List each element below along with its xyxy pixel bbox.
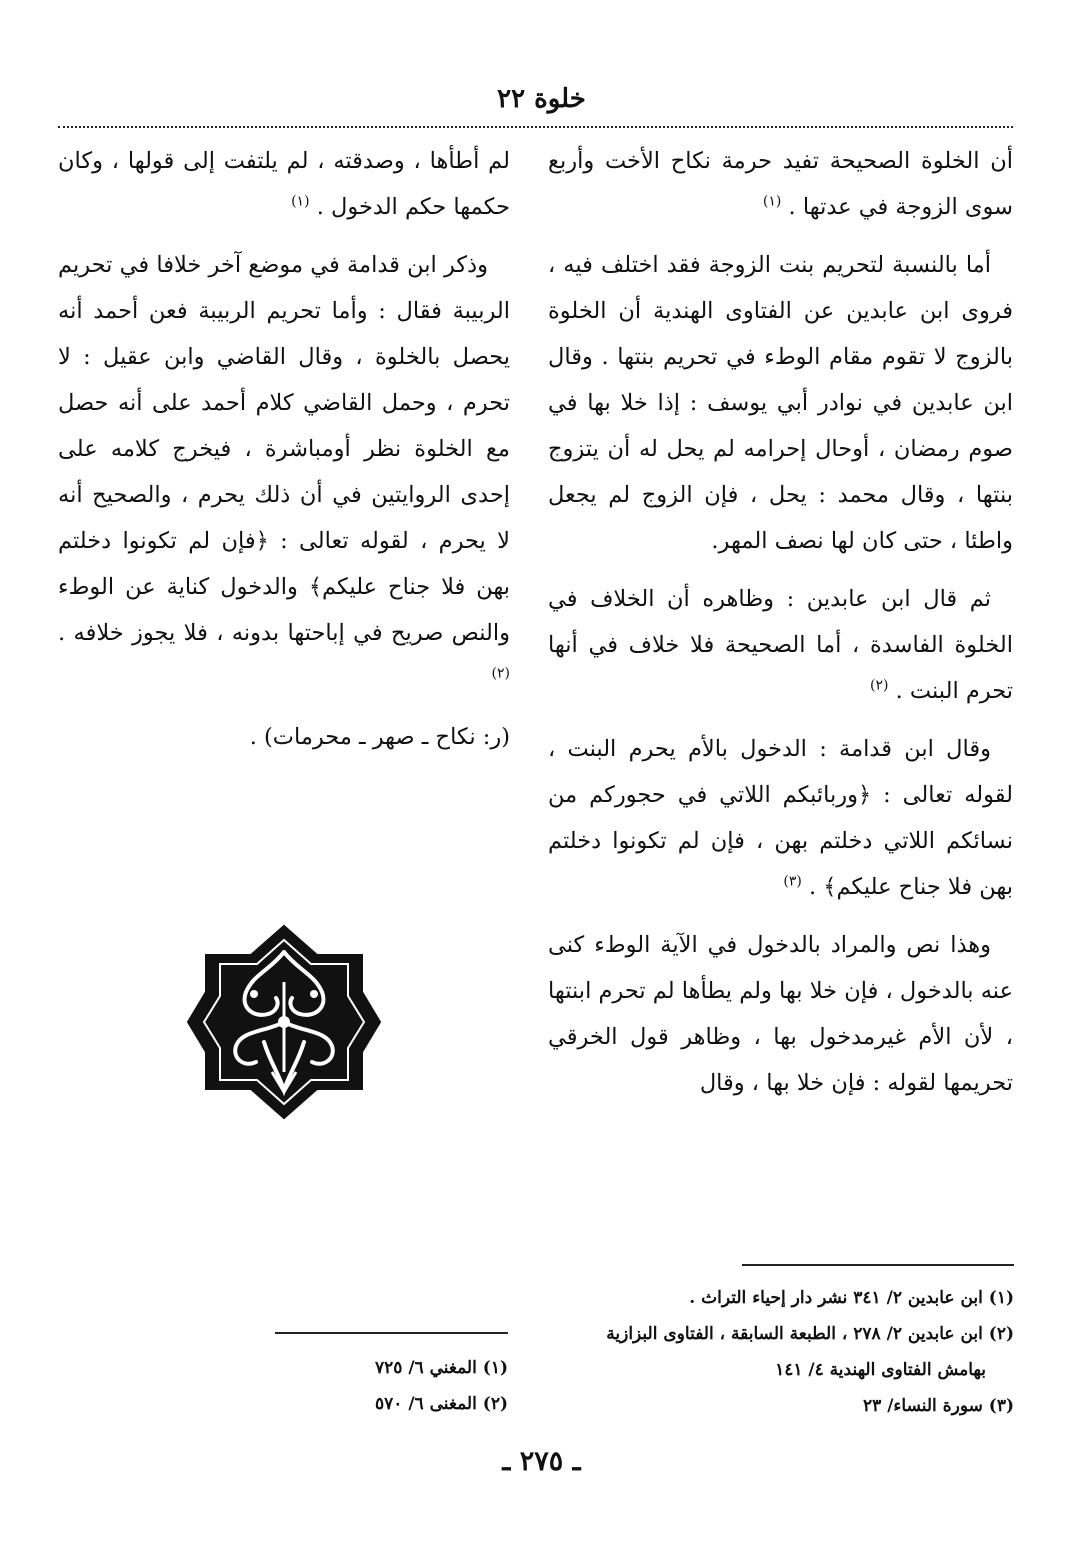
paragraph-text: أما بالنسبة لتحريم بنت الزوجة فقد اختلف فيه ، فروى ابن عابدين عن الفتاوى الهندية أن الخلوة بالزوج لا تقوم مقام الوطء في تحريم بنتها . وقال ابن عابدين في نوادر أبي يوسف : إذا خلا بها في صوم رمضان ، أوحال إحرامه لم يحل له أن يتزوج بنتها ، وقال محمد : يحل ، فإن الزوج لم يجعل واطئا ، حتى كان لها نصف المهر. <box>548 252 1013 554</box>
ornament-icon <box>184 922 384 1122</box>
paragraph-text: ثم قال ابن عابدين : وظاهره أن الخلاف في الخلوة الفاسدة ، أما الصحيحة فلا خلاف في أنها تحرم البنت . <box>548 586 1013 704</box>
paragraph-text: وقال ابن قدامة : الدخول بالأم يحرم البنت ، لقوله تعالى : ﴿وربائبكم اللاتي في حجوركم من نسائكم اللاتي دخلتم بهن ، فإن لم تكونوا دخلتم بهن فلا جناح عليكم﴾ . <box>548 736 1013 900</box>
paragraph-text: أن الخلوة الصحيحة تفيد حرمة نكاح الأخت وأربع سوى الزوجة في عدتها . <box>548 148 1013 220</box>
footnote-marker: (١) <box>291 193 310 210</box>
paragraph <box>548 726 1013 910</box>
footnotes-left <box>275 1350 508 1422</box>
paragraph-text: وهذا نص والمراد بالدخول في الآية الوطء كنى عنه بالدخول ، فإن خلا بها ولم يطأها لم تحرم ابنتها ، لأن الأم غيرمدخول بها ، وظاهر قول الخرقي تحريمها لقوله : فإن خلا بها ، وقال <box>548 932 1013 1096</box>
paragraph-text: وذكر ابن قدامة في موضع آخر خلافا في تحريم الربيبة فقال : وأما تحريم الربيبة فعن أحمد أنه يحصل بالخلوة ، وقال القاضي وابن عقيل : لا تحرم ، وحمل القاضي كلام أحمد على أنه حصل مع الخلوة نظر أومباشرة ، فيخرج كلامه على إحدى الروايتين في أن ذلك يحرم ، والصحيح أنه لا يحرم ، لقوله تعالى : ﴿فإن لم تكونوا دخلتم بهن فلا جناح عليكم﴾ والدخول كناية عن الوطء والنص صريح في إباحتها بدونه ، فلا يجوز خلافه . <box>58 252 510 646</box>
paragraph-text: لم أطأها ، وصدقته ، لم يلتفت إلى قولها ، وكان حكمها حكم الدخول . <box>58 148 510 220</box>
paragraph <box>58 714 510 760</box>
footnote-item: (٣) سورة النساء/ ٢٣ <box>863 1396 1014 1416</box>
footnote-marker: (٣) <box>783 873 802 890</box>
footnote-marker: (١) <box>762 193 782 210</box>
footnote-item: (٢) ابن عابدين ٢/ ٢٧٨ ، الطبعة السابقة ، الفتاوى البزازية <box>606 1324 1014 1344</box>
page-header-title: خلوة ٢٢ <box>497 84 586 114</box>
paragraph-text: (ر: نكاح ـ صهر ـ محرمات) . <box>249 724 510 750</box>
footnote-item: (٢) المغنى ٦/ ٥٧٠ <box>375 1394 508 1414</box>
footnote-item: (١) المغني ٦/ ٧٢٥ <box>375 1358 508 1378</box>
left-text-column <box>58 138 510 772</box>
header-dotted-rule <box>58 126 1013 128</box>
footnote-divider <box>275 1332 508 1334</box>
paragraph <box>548 138 1013 230</box>
paragraph <box>548 242 1013 564</box>
footnote-divider <box>742 1264 1014 1266</box>
footnotes-right <box>548 1280 1014 1424</box>
paragraph <box>58 242 510 702</box>
paragraph <box>58 138 510 230</box>
footnote-item: (١) ابن عابدين ٢/ ٣٤١ نشر دار إحياء التراث . <box>689 1288 1014 1308</box>
paragraph <box>548 922 1013 1106</box>
footnote-marker: (٢) <box>491 665 510 682</box>
footnote-item-continuation: بهامش الفتاوى الهندية ٤/ ١٤١ <box>775 1360 986 1380</box>
footnote-marker: (٢) <box>870 677 889 694</box>
right-text-column <box>548 138 1013 1118</box>
page-number: ـ ٢٧٥ ـ <box>502 1446 581 1477</box>
paragraph <box>548 576 1013 714</box>
